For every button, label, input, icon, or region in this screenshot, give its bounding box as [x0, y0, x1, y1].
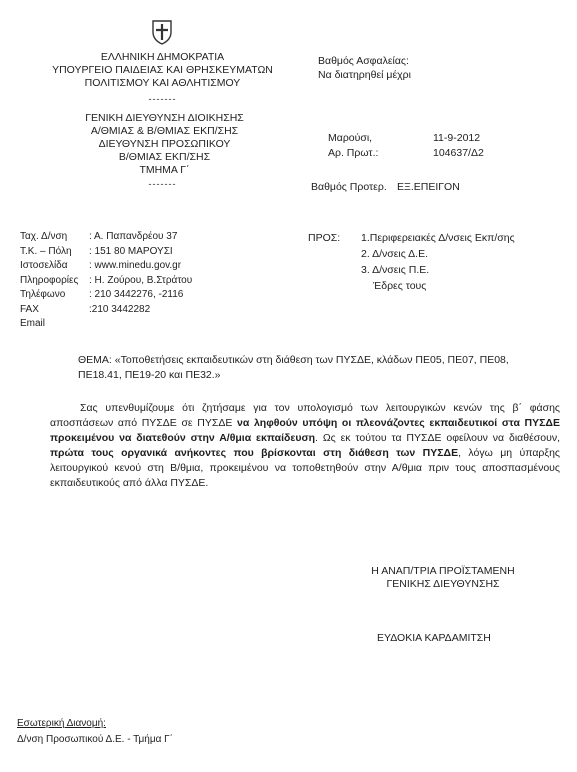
- signature-line: ΓΕΝΙΚΗΣ ΔΙΕΥΘΥΝΣΗΣ: [386, 578, 500, 590]
- contact-value: : 151 80 ΜΑΡΟΥΣΙ: [89, 245, 173, 257]
- recipient-item: 1.Περιφερειακές Δ/νσεις Εκπ/σης: [361, 232, 515, 244]
- subject-line: ΘΕΜΑ: «Τοποθετήσεις εκπαιδευτικών στη διάθεση των ΠΥΣΔΕ, κλάδων ΠΕ05, ΠΕ07, ΠΕ08,: [78, 354, 509, 366]
- date: 11-9-2012: [433, 132, 481, 144]
- unit-line: Β/ΘΜΙΑΣ ΕΚΠ/ΣΗΣ: [118, 151, 211, 163]
- contact-value: : Α. Παπανδρέου 37: [89, 231, 178, 242]
- recipient-item: 2. Δ/νσεις Δ.Ε.: [361, 248, 429, 260]
- body-text: , λόγω μη ύπαρξης λειτουργικού κενού στη Β/θμια, προκειμένου να τοποθετηθούν στην Α/θμια πριν τους αποσπασμένους εκπαιδευτικούς από άλλα ΠΥΣΔΕ.: [50, 447, 560, 489]
- recipients-label: ΠΡΟΣ:: [308, 232, 341, 244]
- contact-label: Πληροφορίες: [20, 274, 79, 286]
- contact-label: Email: [20, 318, 46, 329]
- protocol-number: 104637/Δ2: [433, 147, 484, 159]
- body-paragraph: [50, 401, 560, 491]
- header-ministry: [40, 51, 285, 90]
- body-bold: να ληφθούν υπόψη οι πλεονάζοντες εκπαιδευτικοί στα ΠΥΣΔΕ προκειμένου να διατεθούν στην Α/θμια εκπαίδευση: [50, 417, 560, 444]
- body-text: Σας υπενθυμίζουμε ότι ζητήσαμε για τον υπολογισμό των λειτουργικών κενών της β΄ φάσης αποσπάσεων από ΠΥΣΔΕ σε ΠΥΣΔΕ: [50, 402, 560, 429]
- recipient-item: Έδρες τους: [373, 280, 427, 292]
- place-label: Μαρούσι,: [328, 132, 373, 144]
- separator: -------: [148, 94, 177, 104]
- greek-emblem-icon: [148, 18, 176, 46]
- subject-line: ΠΕ18.41, ΠΕ19-20 και ΠΕ32.»: [78, 369, 221, 381]
- header-line: ΥΠΟΥΡΓΕΙΟ ΠΑΙΔΕΙΑΣ ΚΑΙ ΘΡΗΣΚΕΥΜΑΤΩΝ: [52, 64, 273, 76]
- protocol-label: Αρ. Πρωτ.:: [328, 147, 379, 159]
- internal-label: Εσωτερική Διανομή:: [17, 718, 106, 729]
- internal-value: Δ/νση Προσωπικού Δ.Ε. - Τμήμα Γ΄: [17, 734, 174, 745]
- contact-value: : Η. Ζούρου, Β.Στράτου: [89, 274, 193, 286]
- contact-label: Τηλέφωνο: [20, 289, 66, 300]
- contact-value: :210 3442282: [89, 303, 151, 315]
- unit-line: Α/ΘΜΙΑΣ & Β/ΘΜΙΑΣ ΕΚΠ/ΣΗΣ: [90, 125, 239, 137]
- body-bold: πρώτα τους οργανικά ανήκοντες που βρίσκονται στη διάθεση των ΠΥΣΔΕ: [50, 447, 459, 459]
- unit-line: ΤΜΗΜΑ Γ΄: [139, 164, 190, 176]
- priority-label: Βαθμός Προτερ.: [311, 181, 387, 193]
- security-label: Βαθμός Ασφαλείας:: [318, 55, 409, 67]
- contact-label: Ιστοσελίδα: [20, 260, 68, 271]
- unit-line: ΓΕΝΙΚΗ ΔΙΕΥΘΥΝΣΗ ΔΙΟΙΚΗΣΗΣ: [85, 112, 244, 124]
- contact-label: FAX: [20, 303, 39, 315]
- body-text: . Ως εκ τούτου τα ΠΥΣΔΕ οφείλουν να διαθέσουν,: [315, 432, 560, 444]
- security-retain: Να διατηρηθεί μέχρι: [318, 69, 411, 81]
- contact-label: Τ.Κ. – Πόλη: [20, 245, 72, 257]
- recipient-item: 3. Δ/νσεις Π.Ε.: [361, 264, 430, 276]
- contact-label: Ταχ. Δ/νση: [20, 231, 68, 242]
- header-line: ΕΛΛΗΝΙΚΗ ΔΗΜΟΚΡΑΤΙΑ: [100, 51, 225, 63]
- contact-value: : www.minedu.gov.gr: [89, 260, 182, 271]
- priority-value: ΕΞ.ΕΠΕΙΓΟΝ: [397, 181, 460, 193]
- signature-name: ΕΥΔΟΚΙΑ ΚΑΡΔΑΜΙΤΣΗ: [377, 632, 491, 644]
- contact-value: : 210 3442276, -2116: [89, 289, 184, 300]
- unit-line: ΔΙΕΥΘΥΝΣΗ ΠΡΟΣΩΠΙΚΟΥ: [98, 138, 231, 150]
- separator: -------: [148, 179, 177, 189]
- signature-line: Η ΑΝΑΠ/ΤΡΙΑ ΠΡΟΪΣΤΑΜΕΝΗ: [371, 565, 515, 577]
- header-unit: [42, 112, 287, 177]
- signature-title: [358, 565, 528, 591]
- header-line: ΠΟΛΙΤΙΣΜΟΥ ΚΑΙ ΑΘΛΗΤΙΣΜΟΥ: [84, 77, 241, 89]
